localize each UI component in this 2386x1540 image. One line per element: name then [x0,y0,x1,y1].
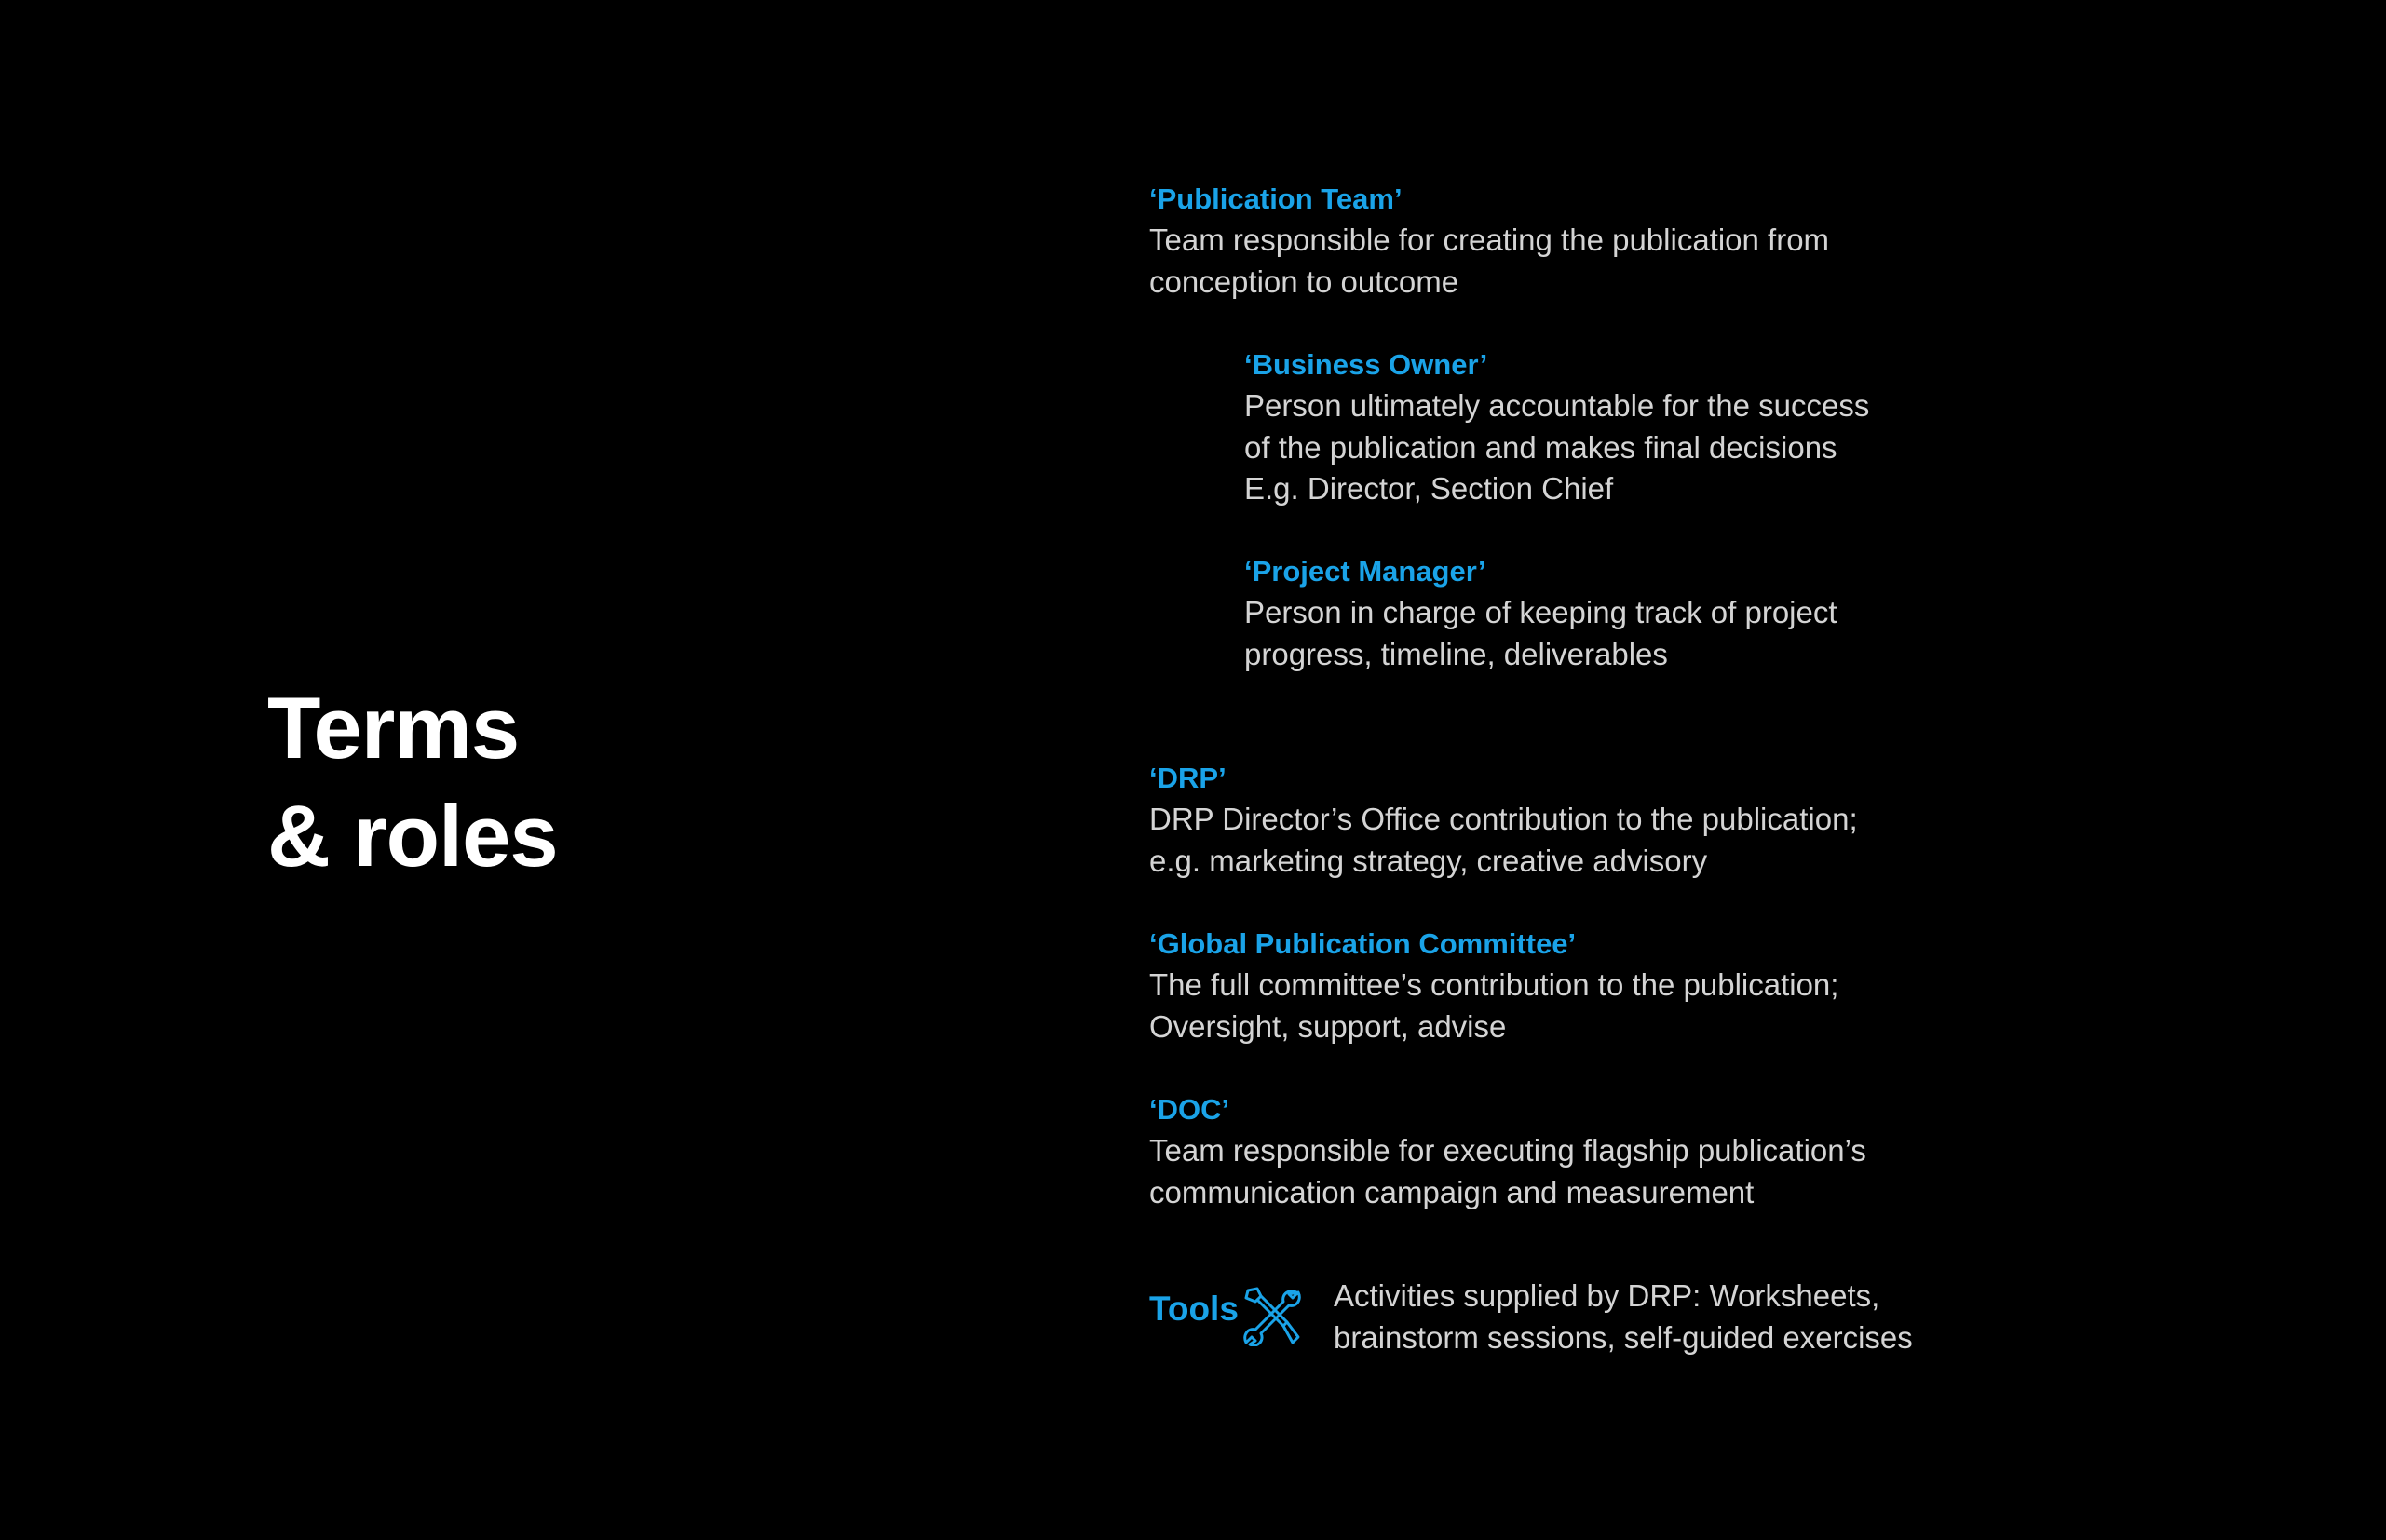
term-description-line: Person in charge of keeping track of project [1244,595,1837,629]
tools-icon [1242,1287,1302,1346]
term-name: ‘Business Owner’ [1244,348,1488,381]
term-drp [1149,758,2081,882]
term-description-line: e.g. marketing strategy, creative advisory [1149,843,1708,878]
term-doc [1149,1089,2081,1213]
term-description-line: DRP Director’s Office contribution to the publication; [1149,802,1858,836]
term-name: ‘Project Manager’ [1244,555,1486,588]
tools-description-line: brainstorm sessions, self-guided exercises [1334,1319,1913,1355]
term-name: ‘DRP’ [1149,762,1227,794]
term-description-line: Team responsible for creating the publication from [1149,223,1830,257]
page-title-line-2: & roles [267,787,558,885]
term-description-line: E.g. Director, Section Chief [1244,471,1614,506]
tools-label: Tools [1149,1290,1239,1328]
term-description-line: communication campaign and measurement [1149,1174,1755,1209]
term-description-line: The full committee’s contribution to the publication; [1149,967,1839,1002]
tools-description-line: Activities supplied by DRP: Worksheets, [1334,1278,1880,1313]
term-name: ‘DOC’ [1149,1093,1230,1126]
term-publication-team [1149,179,2081,303]
page-title-line-1: Terms [267,679,520,777]
term-description-line: of the publication and makes final decisions [1244,429,1837,465]
term-business-owner [1244,344,2176,510]
page-title [267,674,558,890]
term-name: ‘Global Publication Committee’ [1149,927,1577,960]
tools-section [1149,1276,1987,1369]
term-name: ‘Publication Team’ [1149,182,1403,215]
term-description-line: Person ultimately accountable for the success [1244,388,1870,423]
term-description-line: Oversight, support, advise [1149,1008,1507,1044]
tools-description [1334,1276,1913,1358]
term-project-manager [1244,551,2176,675]
term-global-publication-committee [1149,924,2081,1047]
term-description-line: Team responsible for executing flagship publication’s [1149,1133,1866,1168]
term-description-line: progress, timeline, deliverables [1244,636,1668,671]
term-description-line: conception to outcome [1149,263,1459,299]
